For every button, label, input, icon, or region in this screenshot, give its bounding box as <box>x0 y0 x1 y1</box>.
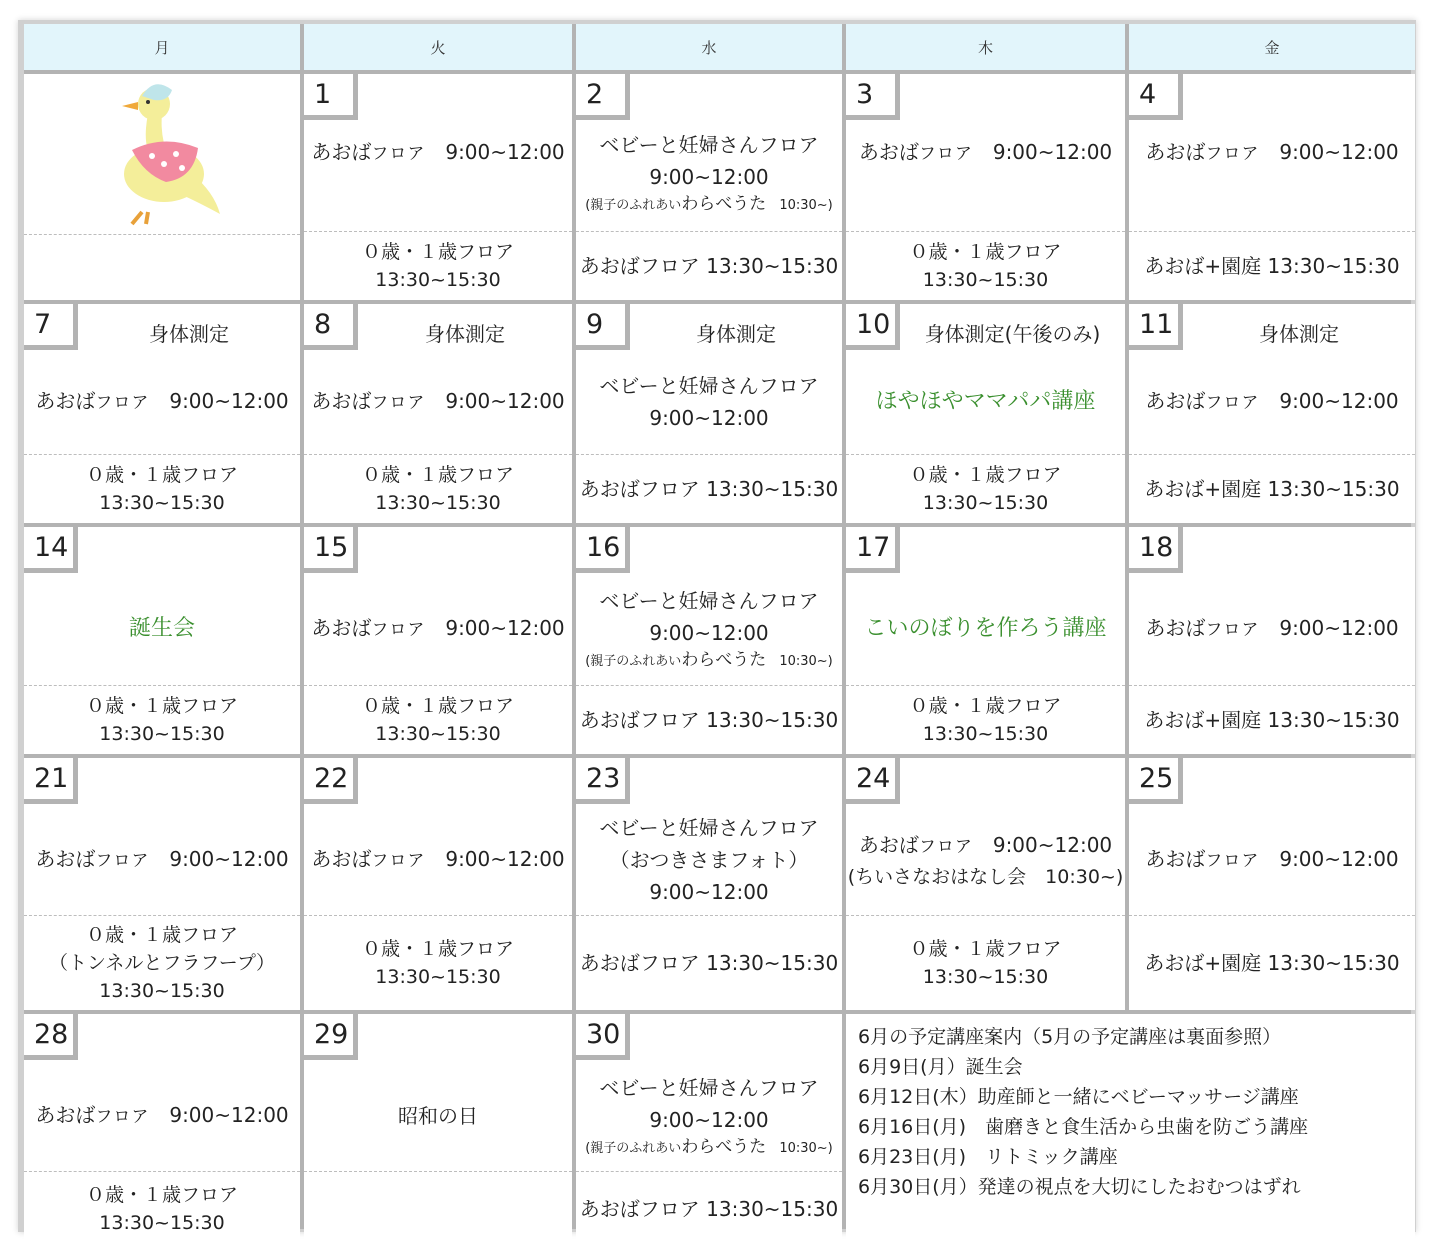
afternoon-session-name: ０歳・１歳フロア <box>85 695 238 717</box>
day-number: 11 <box>1129 304 1183 350</box>
day-cell-2 <box>576 74 842 300</box>
day-number: 7 <box>24 304 78 350</box>
afternoon-session: あおば+園庭 13:30~15:30 <box>1144 708 1400 732</box>
day-number: 28 <box>24 1014 78 1060</box>
afternoon-session-name: ０歳・１歳フロア <box>361 464 514 486</box>
baby-floor: ベビーと妊婦さんフロア <box>599 589 819 613</box>
afternoon-session-time: 13:30~15:30 <box>99 492 225 514</box>
day-number: 1 <box>304 74 358 120</box>
afternoon-session-time: 13:30~15:30 <box>922 723 1049 745</box>
day-number: 23 <box>576 758 630 804</box>
day-cell-29 <box>304 1014 572 1246</box>
event-label: 身体測定 <box>1259 322 1339 346</box>
day-cell-23 <box>576 758 842 1010</box>
day-number: 10 <box>846 304 900 350</box>
weekday-header-mon: 月 <box>24 24 300 70</box>
afternoon-session-time: 13:30~15:30 <box>99 1212 225 1234</box>
day-number: 29 <box>304 1014 358 1060</box>
weekday-header-fri: 金 <box>1129 24 1415 70</box>
day-number: 15 <box>304 527 358 573</box>
day-cell-21 <box>24 758 300 1010</box>
special-event: 誕生会 <box>128 616 195 641</box>
afternoon-session-time: 13:30~15:30 <box>375 966 501 988</box>
day-cell-10 <box>846 304 1125 523</box>
day-number: 21 <box>24 758 78 804</box>
morning-session: あおばフロア 9:00~12:00 <box>35 389 289 413</box>
afternoon-session-name: ０歳・１歳フロア <box>85 1184 238 1206</box>
baby-floor-note: （おつきさまフォト） <box>609 847 809 872</box>
morning-session: あおばフロア 9:00~12:00 <box>858 139 1113 164</box>
afternoon-session-name: ０歳・１歳フロア <box>85 924 238 946</box>
baby-floor: ベビーと妊婦さんフロア <box>599 132 819 157</box>
day-cell-9 <box>576 304 842 523</box>
morning-session: あおばフロア 9:00~12:00 <box>311 616 565 640</box>
day-cell-16 <box>576 527 842 754</box>
morning-session: あおばフロア 9:00~12:00 <box>311 139 565 164</box>
duck-icon <box>102 74 222 234</box>
afternoon-session-time: 13:30~15:30 <box>99 980 225 1002</box>
day-cell-empty <box>24 74 300 300</box>
afternoon-session-name: ０歳・１歳フロア <box>361 241 514 263</box>
baby-floor-time: 9:00~12:00 <box>649 879 769 904</box>
baby-floor-time: 9:00~12:00 <box>649 621 769 645</box>
warabe-note: (親子のふれあいわらべうた 10:30~) <box>585 650 833 670</box>
special-event: こいのぼりを作ろう講座 <box>864 616 1107 641</box>
day-cell-25 <box>1129 758 1415 1010</box>
morning-session: あおばフロア 9:00~12:00 <box>311 846 565 871</box>
day-cell-30 <box>576 1014 842 1246</box>
afternoon-session: あおばフロア 13:30~15:30 <box>579 951 839 975</box>
illustration-area <box>24 74 300 234</box>
day-cell-24 <box>846 758 1125 1010</box>
notice-line: 6月30日(月）発達の視点を大切にしたおむつはずれ <box>858 1176 1301 1198</box>
notice-line: 6月16日(月) 歯磨きと食生活から虫歯を防ごう講座 <box>858 1116 1309 1138</box>
weekday-header-wed: 水 <box>576 24 842 70</box>
morning-session: あおばフロア 9:00~12:00 <box>35 1102 289 1127</box>
morning-session: あおばフロア 9:00~12:00 <box>1145 616 1399 640</box>
baby-floor-time: 9:00~12:00 <box>649 164 769 189</box>
day-cell-8 <box>304 304 572 523</box>
notice-line: 6月23日(月) リトミック講座 <box>858 1146 1118 1168</box>
day-cell-22 <box>304 758 572 1010</box>
afternoon-session-name: ０歳・１歳フロア <box>909 241 1062 263</box>
afternoon-session-name: ０歳・１歳フロア <box>85 464 238 486</box>
afternoon-session: あおばフロア 13:30~15:30 <box>579 1197 839 1221</box>
afternoon-session-name: ０歳・１歳フロア <box>909 464 1062 486</box>
afternoon-session: あおばフロア 13:30~15:30 <box>579 708 839 732</box>
morning-session: あおばフロア 9:00~12:00 <box>1145 846 1399 871</box>
event-label: 身体測定 <box>149 322 229 346</box>
day-number: 9 <box>576 304 630 350</box>
june-course-notice <box>846 1014 1415 1246</box>
day-number: 17 <box>846 527 900 573</box>
day-cell-18 <box>1129 527 1415 754</box>
morning-session: あおばフロア 9:00~12:00 <box>311 389 565 413</box>
afternoon-session-time: 13:30~15:30 <box>375 269 501 291</box>
day-number: 4 <box>1129 74 1183 120</box>
event-label: 身体測定 <box>425 322 505 346</box>
day-cell-7 <box>24 304 300 523</box>
baby-floor-time: 9:00~12:00 <box>649 406 769 430</box>
day-cell-17 <box>846 527 1125 754</box>
afternoon-session-time: 13:30~15:30 <box>99 723 225 745</box>
special-event: ほやほやママパパ講座 <box>875 389 1096 414</box>
afternoon-session-time: 13:30~15:30 <box>375 492 501 514</box>
baby-floor-time: 9:00~12:00 <box>649 1107 769 1132</box>
afternoon-session: あおば+園庭 13:30~15:30 <box>1144 951 1400 975</box>
notice-line: 6月12日(木）助産師と一緒にベビーマッサージ講座 <box>858 1086 1299 1108</box>
day-number: 25 <box>1129 758 1183 804</box>
notice-line: 6月の予定講座案内（5月の予定講座は裏面参照） <box>858 1026 1282 1048</box>
warabe-note: (親子のふれあいわらべうた 10:30~) <box>585 193 833 214</box>
day-number: 24 <box>846 758 900 804</box>
day-cell-28 <box>24 1014 300 1246</box>
morning-session: あおばフロア 9:00~12:00 <box>858 832 1113 857</box>
afternoon-session: あおば+園庭 13:30~15:30 <box>1144 477 1400 501</box>
day-number: 8 <box>304 304 358 350</box>
baby-floor: ベビーと妊婦さんフロア <box>599 374 819 398</box>
afternoon-session-note: （トンネルとフラフープ） <box>48 952 276 974</box>
afternoon-session-name: ０歳・１歳フロア <box>361 695 514 717</box>
morning-session: あおばフロア 9:00~12:00 <box>1145 389 1399 413</box>
afternoon-session-name: ０歳・１歳フロア <box>909 938 1062 960</box>
story-time-note: (ちいさなおはなし会 10:30~) <box>847 865 1124 888</box>
event-label: 身体測定 <box>696 322 776 346</box>
afternoon-session-time: 13:30~15:30 <box>922 269 1049 291</box>
day-cell-4 <box>1129 74 1415 300</box>
day-cell-1 <box>304 74 572 300</box>
empty-bottom <box>304 1171 572 1246</box>
afternoon-session-time: 13:30~15:30 <box>375 723 501 745</box>
day-number: 18 <box>1129 527 1183 573</box>
morning-session: あおばフロア 9:00~12:00 <box>35 846 289 871</box>
afternoon-session-time: 13:30~15:30 <box>922 492 1049 514</box>
day-number: 30 <box>576 1014 630 1060</box>
day-number: 16 <box>576 527 630 573</box>
notice-line: 6月9日(月）誕生会 <box>858 1056 1023 1078</box>
day-number: 3 <box>846 74 900 120</box>
afternoon-session-name: ０歳・１歳フロア <box>361 938 514 960</box>
day-number: 14 <box>24 527 78 573</box>
afternoon-session: あおばフロア 13:30~15:30 <box>579 477 839 501</box>
afternoon-session: あおばフロア 13:30~15:30 <box>579 254 839 278</box>
day-cell-14 <box>24 527 300 754</box>
day-cell-11 <box>1129 304 1415 523</box>
afternoon-session: あおば+園庭 13:30~15:30 <box>1144 254 1400 278</box>
day-cell-15 <box>304 527 572 754</box>
baby-floor: ベビーと妊婦さんフロア <box>599 1075 819 1100</box>
morning-session: あおばフロア 9:00~12:00 <box>1145 139 1399 164</box>
day-number: 22 <box>304 758 358 804</box>
empty-bottom <box>24 234 300 300</box>
event-label: 身体測定(午後のみ) <box>924 322 1101 346</box>
day-number: 2 <box>576 74 630 120</box>
afternoon-session-name: ０歳・１歳フロア <box>909 695 1062 717</box>
weekday-header-thu: 木 <box>846 24 1125 70</box>
baby-floor: ベビーと妊婦さんフロア <box>599 815 819 840</box>
weekday-header-tue: 火 <box>304 24 572 70</box>
calendar-grid <box>24 24 1411 1234</box>
afternoon-session-time: 13:30~15:30 <box>922 966 1049 988</box>
holiday-label: 昭和の日 <box>398 1103 478 1128</box>
day-cell-3 <box>846 74 1125 300</box>
warabe-note: (親子のふれあいわらべうた 10:30~) <box>585 1136 833 1157</box>
